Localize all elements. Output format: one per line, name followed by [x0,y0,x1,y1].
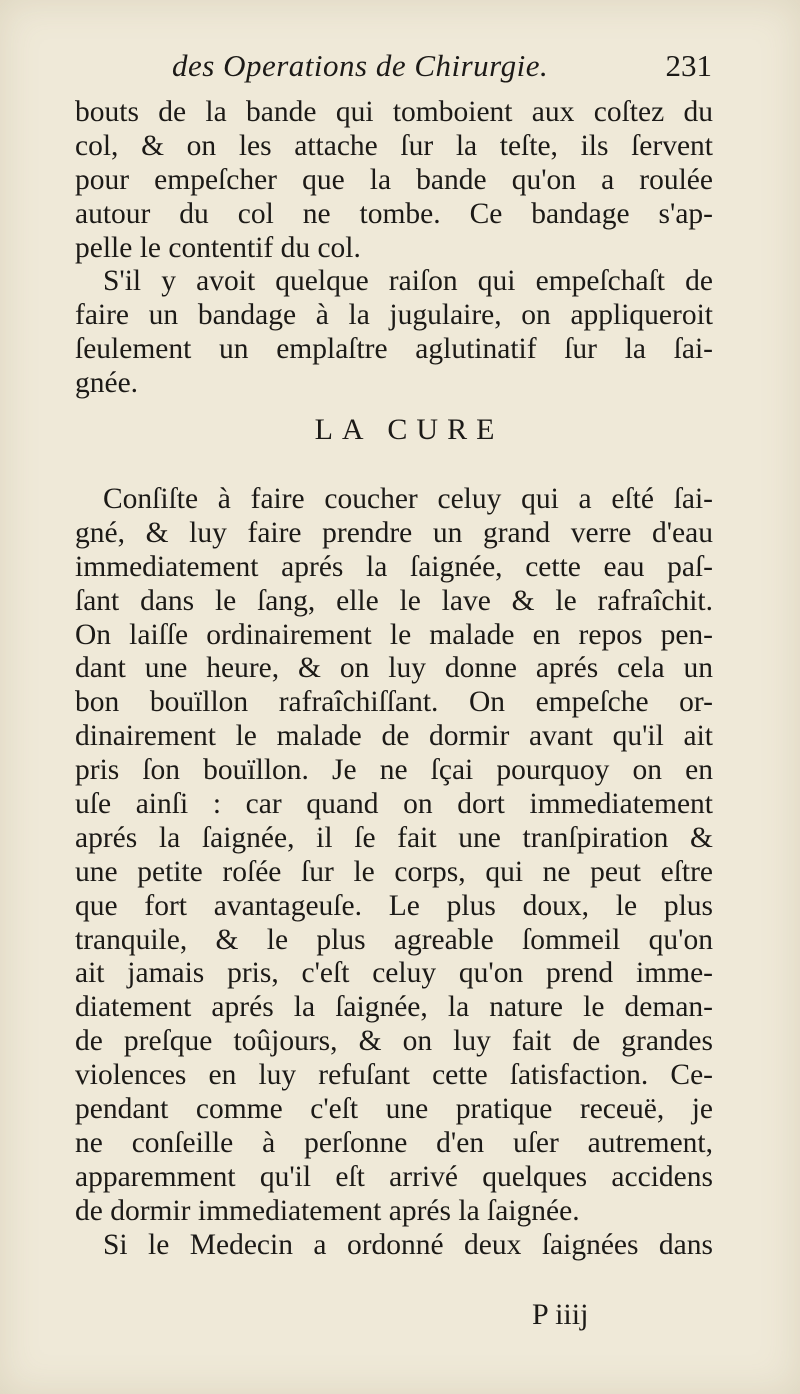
text-line: bouts de la bande qui tomboient aux coſtez du [75,96,713,128]
text-line: bon bouïllon rafraîchiſſant. On empeſche or- [75,686,713,719]
text-line: col, & on les attache ſur la teſte, ils ſervent [75,129,713,162]
section-heading: LA CURE [314,413,504,447]
text-line: On laiſſe ordinairement le malade en repos pen- [75,618,713,651]
text-line: gnée. [75,367,139,400]
text-line: Conſiſte à faire coucher celuy qui a eſté ſai- [103,483,713,516]
text-line: immediatement aprés la ſaignée, cette eau paſ- [75,550,713,583]
text-line: pendant comme c'eſt une pratique receuë, je [75,1093,713,1126]
text-line: Si le Medecin a ordonné deux ſaignées dans [103,1228,713,1261]
text-line: pour empeſcher que la bande qu'on a roulée [75,163,713,196]
text-line: de dormir immediatement aprés la ſaignée. [75,1194,580,1227]
running-title: des Operations de Chirurgie. [172,48,549,83]
text-line: S'il y avoit quelque raiſon qui empeſchaſt de [103,265,713,298]
section-spacer [75,455,713,483]
text-body [75,96,713,1263]
text-line: autour du col ne tombe. Ce bandage s'ap- [75,197,713,230]
text-line: une petite roſée ſur le corps, qui ne peut eſtre [75,855,713,888]
text-line: violences en luy refuſant cette ſatisfaction. Ce- [75,1059,713,1092]
text-line: faire un bandage à la jugulaire, on appliqueroit [75,299,713,332]
page-header [172,40,712,100]
text-line: aprés la ſaignée, il ſe fait une tranſpiration & [75,821,713,854]
text-line: dant une heure, & on luy donne aprés cela un [75,652,713,685]
text-line: ſant dans le ſang, elle le lave & le rafraîchit. [75,584,713,617]
text-line: uſe ainſi : car quand on dort immediatement [75,788,713,821]
text-line: pelle le contentif du col. [75,231,361,264]
signature-mark: P iiij [532,1298,589,1331]
text-line: dinairement le malade de dormir avant qu'il ait [75,720,713,753]
text-line: de preſque toûjours, & on luy fait de grandes [75,1025,713,1058]
text-line: pris ſon bouïllon. Je ne ſçai pourquoy on en [75,754,713,787]
text-line: apparemment qu'il eſt arrivé quelques accidens [75,1160,713,1193]
text-line: que fort avantageuſe. Le plus doux, le plus [75,889,713,922]
text-line: ſeulement un emplaſtre aglutinatif ſur la ſai- [75,333,713,366]
text-line: ne conſeille à perſonne d'en uſer autrement, [75,1126,713,1159]
text-line: diatement aprés la ſaignée, la nature le deman- [75,991,713,1024]
text-line: tranquile, & le plus agreable ſommeil qu'on [75,923,713,956]
text-line: gné, & luy faire prendre un grand verre d'eau [75,516,713,549]
text-line: ait jamais pris, c'eſt celuy qu'on prend imme- [75,957,713,990]
page-number: 231 [665,48,712,83]
